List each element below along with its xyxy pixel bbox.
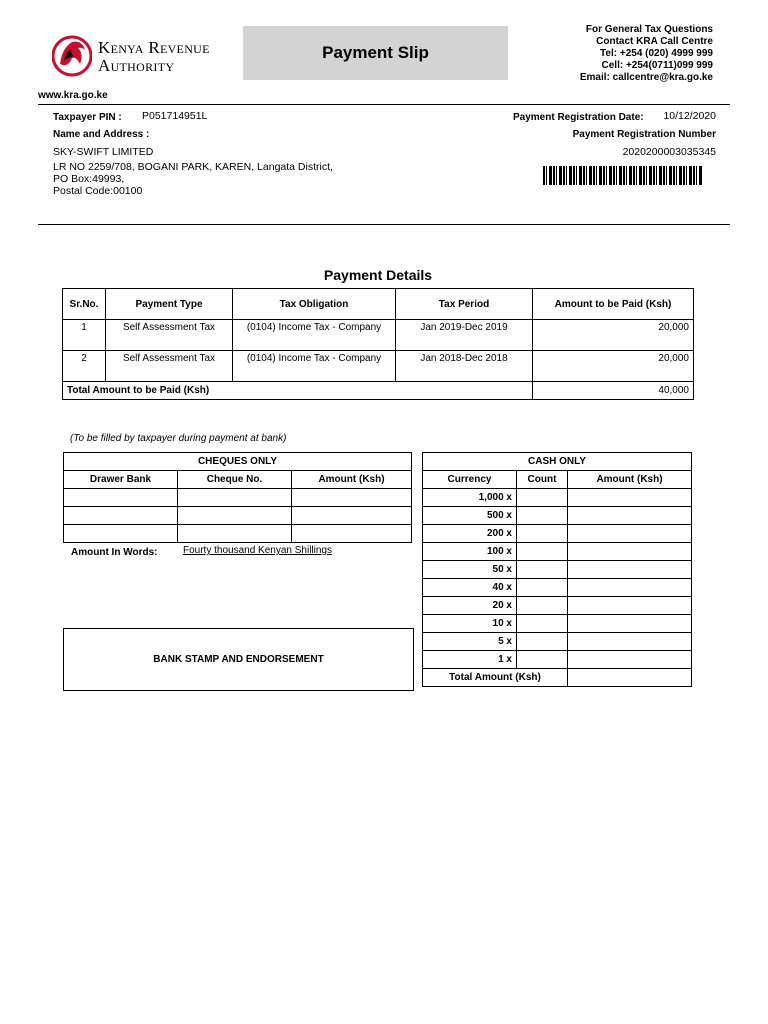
table-header-row bbox=[63, 289, 694, 320]
org-name-line2: Authority bbox=[98, 56, 175, 75]
payment-type-cell: Self Assessment Tax bbox=[106, 351, 233, 382]
bank-note: (To be filled by taxpayer during payment at bank) bbox=[70, 433, 287, 444]
drawer-bank-field[interactable] bbox=[64, 525, 178, 543]
cheques-table bbox=[63, 452, 412, 543]
cash-title: CASH ONLY bbox=[423, 453, 692, 471]
payment-type-cell: Self Assessment Tax bbox=[106, 320, 233, 351]
amount-field[interactable] bbox=[568, 579, 692, 597]
registration-number-label: Payment Registration Number bbox=[572, 129, 716, 140]
contact-block bbox=[493, 24, 713, 84]
kra-logo bbox=[52, 34, 242, 82]
cheque-no-field[interactable] bbox=[178, 525, 292, 543]
divider bbox=[38, 224, 730, 225]
address-line: Postal Code:00100 bbox=[53, 185, 143, 197]
count-field[interactable] bbox=[517, 489, 568, 507]
bank-stamp-box bbox=[63, 628, 414, 691]
tax-period-cell: Jan 2019-Dec 2019 bbox=[396, 320, 533, 351]
barcode bbox=[543, 166, 703, 185]
org-name-line1: Kenya Revenue bbox=[98, 38, 210, 57]
address-line: PO Box:49993, bbox=[53, 173, 125, 185]
amount-field[interactable] bbox=[568, 543, 692, 561]
denomination-row bbox=[423, 561, 692, 579]
payment-details-table bbox=[62, 288, 694, 400]
contact-line: Tel: +254 (020) 4999 999 bbox=[600, 48, 713, 59]
cash-total-field[interactable] bbox=[568, 669, 692, 687]
tax-obligation-cell: (0104) Income Tax - Company bbox=[233, 351, 396, 382]
denomination-row bbox=[423, 633, 692, 651]
amount-field[interactable] bbox=[568, 615, 692, 633]
total-row bbox=[63, 382, 694, 400]
denomination-row bbox=[423, 507, 692, 525]
contact-line: For General Tax Questions bbox=[585, 24, 713, 35]
contact-line: Contact KRA Call Centre bbox=[596, 36, 713, 47]
column-header: Count bbox=[517, 471, 568, 489]
cheque-row bbox=[64, 525, 412, 543]
denomination-row bbox=[423, 489, 692, 507]
count-field[interactable] bbox=[517, 507, 568, 525]
registration-date: 10/12/2020 bbox=[663, 110, 716, 122]
denomination-label: 5 x bbox=[423, 633, 517, 651]
cheque-no-field[interactable] bbox=[178, 489, 292, 507]
cheque-amount-field[interactable] bbox=[292, 525, 412, 543]
page-title: Payment Slip bbox=[243, 26, 508, 80]
total-label: Total Amount to be Paid (Ksh) bbox=[63, 382, 533, 400]
amount-cell: 20,000 bbox=[533, 351, 694, 382]
table-row bbox=[63, 351, 694, 382]
taxpayer-pin: P051714951L bbox=[142, 110, 208, 122]
denomination-label: 100 x bbox=[423, 543, 517, 561]
denomination-row bbox=[423, 615, 692, 633]
column-header: Cheque No. bbox=[178, 471, 292, 489]
contact-line: Email: callcentre@kra.go.ke bbox=[579, 72, 713, 83]
name-address-label: Name and Address : bbox=[53, 129, 150, 140]
amount-field[interactable] bbox=[568, 633, 692, 651]
sr-no-cell: 2 bbox=[63, 351, 106, 382]
column-header: Payment Type bbox=[106, 289, 233, 320]
column-header: Tax Period bbox=[396, 289, 533, 320]
payment-details-title: Payment Details bbox=[323, 267, 433, 283]
amount-cell: 20,000 bbox=[533, 320, 694, 351]
divider bbox=[38, 104, 730, 105]
amount-field[interactable] bbox=[568, 507, 692, 525]
column-header: Amount (Ksh) bbox=[568, 471, 692, 489]
tax-period-cell: Jan 2018-Dec 2018 bbox=[396, 351, 533, 382]
amount-field[interactable] bbox=[568, 489, 692, 507]
denomination-row bbox=[423, 651, 692, 669]
count-field[interactable] bbox=[517, 525, 568, 543]
count-field[interactable] bbox=[517, 561, 568, 579]
column-header: Tax Obligation bbox=[233, 289, 396, 320]
drawer-bank-field[interactable] bbox=[64, 489, 178, 507]
cheque-amount-field[interactable] bbox=[292, 489, 412, 507]
taxpayer-address bbox=[53, 161, 333, 197]
total-amount: 40,000 bbox=[533, 382, 694, 400]
column-header: Currency bbox=[423, 471, 517, 489]
denomination-label: 10 x bbox=[423, 615, 517, 633]
amount-in-words: Fourty thousand Kenyan Shillings bbox=[183, 545, 332, 556]
drawer-bank-field[interactable] bbox=[64, 507, 178, 525]
denomination-label: 1 x bbox=[423, 651, 517, 669]
bank-stamp-label: BANK STAMP AND ENDORSEMENT bbox=[153, 654, 324, 665]
table-row bbox=[63, 320, 694, 351]
amount-field[interactable] bbox=[568, 561, 692, 579]
contact-line: Cell: +254(0711)099 999 bbox=[601, 60, 713, 71]
cheque-no-field[interactable] bbox=[178, 507, 292, 525]
registration-number: 2020200003035345 bbox=[622, 146, 716, 158]
denomination-label: 200 x bbox=[423, 525, 517, 543]
cheques-title: CHEQUES ONLY bbox=[64, 453, 412, 471]
denomination-label: 20 x bbox=[423, 597, 517, 615]
address-line: LR NO 2259/708, BOGANI PARK, KAREN, Langata District, bbox=[53, 161, 333, 173]
amount-field[interactable] bbox=[568, 651, 692, 669]
amount-in-words-label: Amount In Words: bbox=[71, 547, 158, 558]
lion-emblem-icon bbox=[52, 34, 92, 78]
count-field[interactable] bbox=[517, 633, 568, 651]
count-field[interactable] bbox=[517, 579, 568, 597]
cheque-row bbox=[64, 507, 412, 525]
registration-date-label: Payment Registration Date: bbox=[513, 112, 644, 123]
column-header: Sr.No. bbox=[63, 289, 106, 320]
tax-obligation-cell: (0104) Income Tax - Company bbox=[233, 320, 396, 351]
count-field[interactable] bbox=[517, 543, 568, 561]
denomination-row bbox=[423, 525, 692, 543]
count-field[interactable] bbox=[517, 597, 568, 615]
cash-total-row bbox=[423, 669, 692, 687]
count-field[interactable] bbox=[517, 615, 568, 633]
denomination-label: 500 x bbox=[423, 507, 517, 525]
column-header: Drawer Bank bbox=[64, 471, 178, 489]
denomination-label: 40 x bbox=[423, 579, 517, 597]
cash-total-label: Total Amount (Ksh) bbox=[423, 669, 568, 687]
column-header: Amount to be Paid (Ksh) bbox=[533, 289, 694, 320]
denomination-label: 1,000 x bbox=[423, 489, 517, 507]
column-header: Amount (Ksh) bbox=[292, 471, 412, 489]
amount-field[interactable] bbox=[568, 525, 692, 543]
taxpayer-name: SKY-SWIFT LIMITED bbox=[53, 146, 154, 158]
website-link[interactable]: www.kra.go.ke bbox=[38, 90, 108, 101]
cash-table bbox=[422, 452, 692, 687]
cheque-row bbox=[64, 489, 412, 507]
denomination-row bbox=[423, 579, 692, 597]
sr-no-cell: 1 bbox=[63, 320, 106, 351]
denomination-row bbox=[423, 597, 692, 615]
cheque-amount-field[interactable] bbox=[292, 507, 412, 525]
denomination-label: 50 x bbox=[423, 561, 517, 579]
taxpayer-pin-label: Taxpayer PIN : bbox=[53, 112, 122, 123]
amount-field[interactable] bbox=[568, 597, 692, 615]
denomination-row bbox=[423, 543, 692, 561]
count-field[interactable] bbox=[517, 651, 568, 669]
